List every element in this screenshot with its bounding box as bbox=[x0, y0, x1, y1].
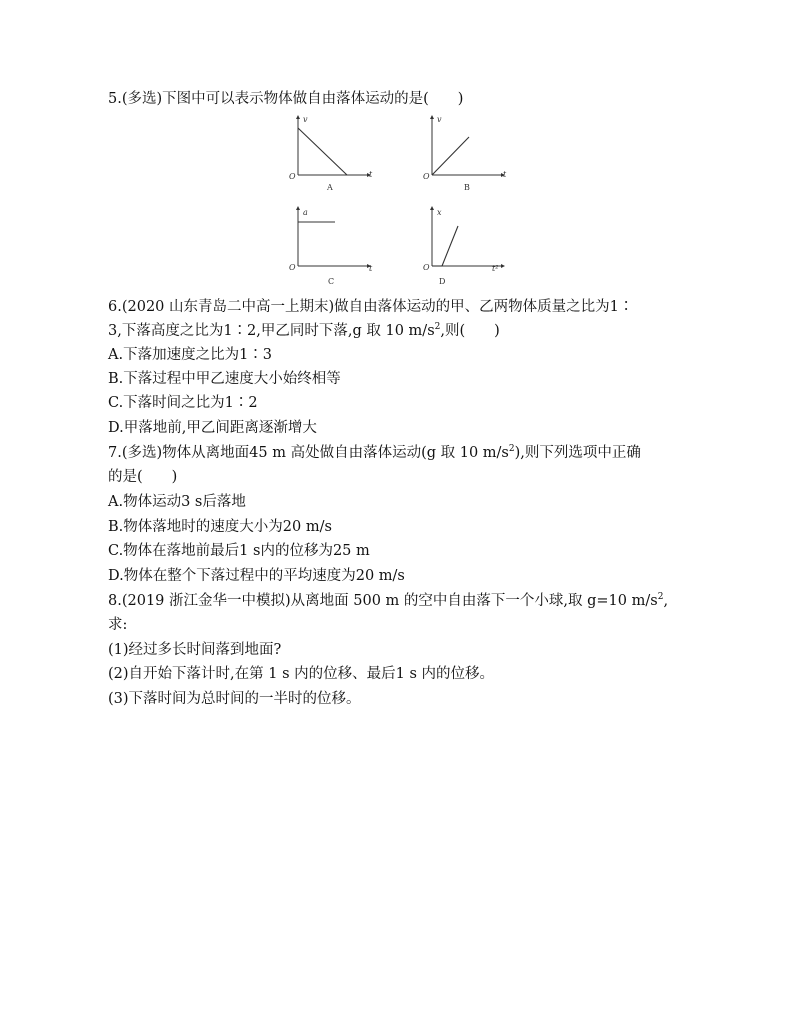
y-axis-label: a bbox=[303, 208, 308, 217]
x-axis-label: t² bbox=[492, 264, 499, 273]
q8-part-3: (3)下落时间为总时间的一半时的位移。 bbox=[108, 691, 361, 707]
q5-stem: 5.(多选)下图中可以表示物体做自由落体运动的是( ) bbox=[108, 91, 464, 107]
y-axis-label: v bbox=[437, 115, 442, 124]
q7-line1-text: 7.(多选)物体从离地面45 m 高处做自由落体运动(g 取 10 m/s bbox=[108, 445, 509, 461]
graph-caption: C bbox=[328, 277, 335, 286]
graph-caption: A bbox=[327, 183, 333, 192]
q6-option-b: B.下落过程中甲乙速度大小始终相等 bbox=[108, 371, 341, 387]
graph-line bbox=[442, 226, 458, 266]
origin-label: O bbox=[423, 263, 430, 272]
x-axis-label: t bbox=[369, 170, 373, 179]
q8-line1-tail: , bbox=[663, 593, 669, 609]
graph-caption: B bbox=[464, 183, 470, 192]
x-axis-label: t bbox=[503, 170, 507, 179]
q7-line1-tail: ),则下列选项中正确 bbox=[514, 445, 641, 461]
q6-line1: 6.(2020 山东青岛二中高一上期末)做自由落体运动的甲、乙两物体质量之比为1∶ bbox=[108, 299, 634, 315]
q7-line1 bbox=[108, 443, 641, 463]
q6-line2-tail: ,则( ) bbox=[440, 323, 500, 339]
q6-line2-text: 3,下落高度之比为1∶2,甲乙同时下落,g 取 10 m/s bbox=[108, 323, 435, 339]
q8-line1 bbox=[108, 591, 668, 611]
graph-d bbox=[417, 204, 512, 288]
origin-label: O bbox=[289, 172, 296, 181]
q6-option-c: C.下落时间之比为1∶2 bbox=[108, 395, 258, 411]
graph-line bbox=[298, 128, 347, 175]
graph-c bbox=[283, 204, 378, 288]
y-axis-label: x bbox=[437, 208, 442, 217]
q8-line1-text: 8.(2019 浙江金华一中模拟)从离地面 500 m 的空中自由落下一个小球,取 g=10 m/s bbox=[108, 593, 658, 609]
q8-part-1: (1)经过多长时间落到地面? bbox=[108, 642, 282, 658]
q6-option-d: D.甲落地前,甲乙间距离逐渐增大 bbox=[108, 420, 317, 436]
q8-part-2: (2)自开始下落计时,在第 1 s 内的位移、最后1 s 内的位移。 bbox=[108, 666, 495, 682]
q6-line2 bbox=[108, 321, 500, 341]
origin-label: O bbox=[289, 263, 296, 272]
superscript: 2 bbox=[508, 444, 515, 455]
x-axis-label: t bbox=[369, 264, 373, 273]
superscript: 2 bbox=[434, 322, 441, 333]
graph-line bbox=[432, 137, 469, 175]
q7-option-a: A.物体运动3 s后落地 bbox=[108, 494, 246, 510]
graph-caption: D bbox=[439, 277, 446, 286]
superscript: 2 bbox=[657, 592, 664, 603]
q6-option-a: A.下落加速度之比为1∶3 bbox=[108, 347, 273, 363]
origin-label: O bbox=[423, 172, 430, 181]
graph-a bbox=[283, 113, 378, 195]
graph-b bbox=[417, 113, 512, 195]
q7-option-b: B.物体落地时的速度大小为20 m/s bbox=[108, 519, 332, 535]
y-axis-label: v bbox=[303, 115, 308, 124]
q7-option-c: C.物体在落地前最后1 s内的位移为25 m bbox=[108, 543, 370, 559]
q7-option-d: D.物体在整个下落过程中的平均速度为20 m/s bbox=[108, 568, 405, 584]
q7-line2: 的是( ) bbox=[108, 469, 178, 485]
q8-line2: 求: bbox=[108, 617, 128, 633]
